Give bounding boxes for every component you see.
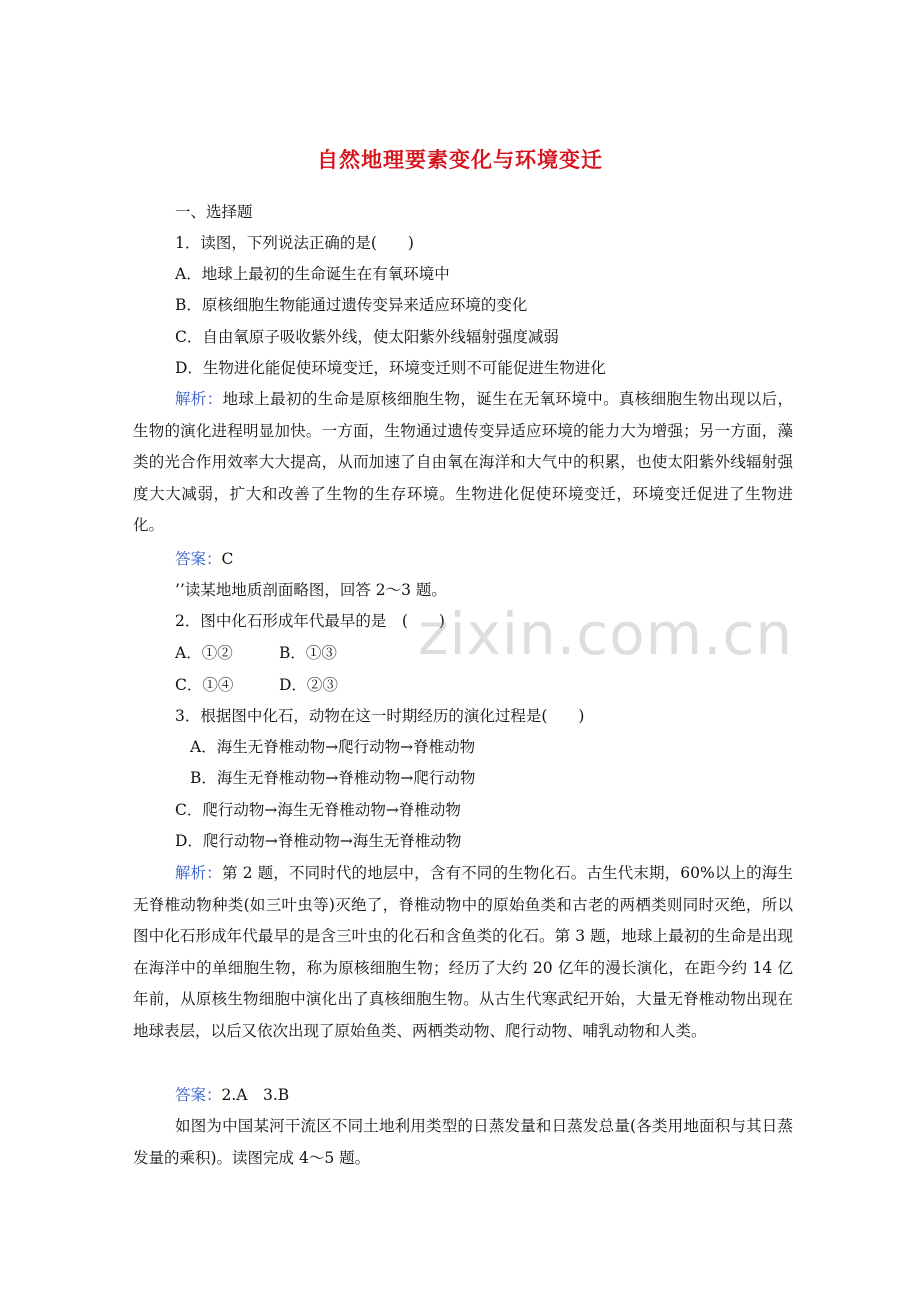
document-title: 自然地理要素变化与环境变迁 (317, 147, 603, 172)
question-3-option-a: A．海生无脊椎动物→爬行动物→脊椎动物 (190, 738, 476, 756)
question-2-stem: 2．图中化石形成年代最早的是 ( ) (175, 612, 445, 630)
answer-label: 答案： (175, 1086, 222, 1104)
answer-label: 答案： (175, 550, 222, 568)
question-1-stem: 1．读图，下列说法正确的是( ) (175, 234, 414, 252)
question-1-analysis (133, 384, 793, 542)
analysis-text: 第 2 题，不同时代的地层中，含有不同的生物化石。古生代末期，60%以上的海生无脊椎动物种类(如三叶虫等)灭绝了，脊椎动物中的原始鱼类和古老的两栖类则同时灭绝，所以图中化石形成年代最早的是含三叶虫的化石和含鱼类的化石。第 3 题，地球上最初的生命是出现在海洋中的单细胞生物，称为原核细胞生物；经历了大约 20 亿年的漫长演化，在距今约 14 亿年前，从原核生物细胞中演化出了真核细胞生物。从古生代寒武纪开始，大量无脊椎动物出现在地球表层，以后又依次出现了原始鱼类、两栖类动物、爬行动物、哺乳动物和人类。 (133, 864, 793, 1040)
question-2-option-b: B．①③ (279, 644, 337, 662)
analysis-text: 地球上最初的生命是原核细胞生物，诞生在无氧环境中。真核细胞生物出现以后，生物的演化进程明显加快。一方面，生物通过遗传变异适应环境的能力大为增强；另一方面，藻类的光合作用效率大大提高，从而加速了自由氧在海洋和大气中的积累，也使太阳紫外线辐射强度大大减弱，扩大和改善了生物的生存环境。生物进化促使环境变迁，环境变迁促进了生物进化。 (133, 390, 793, 534)
intro-questions-2-3: ’’读某地地质剖面略图，回答 2～3 题。 (175, 581, 447, 599)
question-1-option-b: B．原核细胞生物能通过遗传变异来适应环境的变化 (175, 296, 528, 314)
question-2-option-d: D．②③ (279, 676, 338, 694)
analysis-label: 解析 (175, 390, 207, 408)
intro-questions-4-5: 如图为中国某河干流区不同土地利用类型的日蒸发量和日蒸发总量(各类用地面积与其日蒸发量的乘积)。读图完成 4～5 题。 (133, 1117, 793, 1167)
analysis-label: 解析： (175, 864, 222, 882)
questions-2-3-answer (175, 1085, 289, 1105)
question-3-option-c: C．爬行动物→海生无脊椎动物→脊椎动物 (175, 801, 461, 819)
analysis-separator: ： (206, 390, 223, 408)
question-3-stem: 3．根据图中化石，动物在这一时期经历的演化过程是( ) (175, 707, 585, 725)
answer-value: C (221, 550, 234, 568)
question-1-answer (175, 549, 233, 569)
answer-value: 2.A 3.B (221, 1086, 290, 1104)
questions-2-3-analysis (133, 858, 793, 1047)
question-1-option-c: C．自由氧原子吸收紫外线，使太阳紫外线辐射强度减弱 (175, 328, 559, 346)
question-2-option-a: A．①② (175, 644, 233, 662)
question-2-option-c: C．①④ (175, 676, 234, 694)
question-3-option-b: B．海生无脊椎动物→脊椎动物→爬行动物 (190, 769, 476, 787)
question-3-option-d: D．爬行动物→脊椎动物→海生无脊椎动物 (175, 832, 462, 850)
section-heading: 一、选择题 (175, 203, 253, 221)
watermark: zixin.com.cn (418, 600, 794, 668)
question-1-option-a: A．地球上最初的生命诞生在有氧环境中 (175, 265, 450, 283)
question-1-option-d: D．生物进化能促使环境变迁，环境变迁则不可能促进生物进化 (175, 359, 606, 377)
